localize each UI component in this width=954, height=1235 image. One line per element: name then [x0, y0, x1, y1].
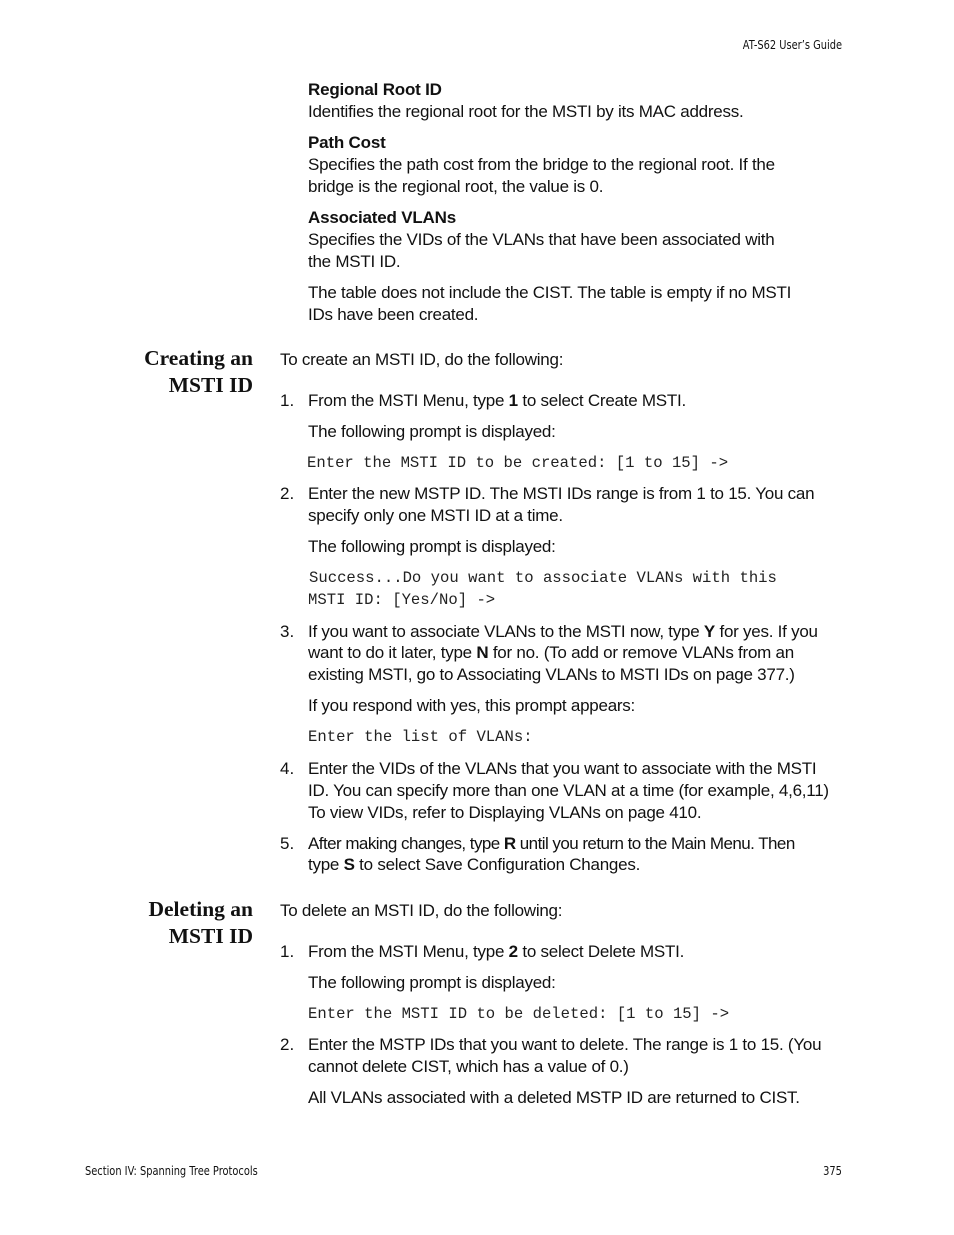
desc-path-cost-line-1: Specifies the path cost from the bridge to the regional root. If the — [308, 155, 775, 174]
creating-step-5-line-1: After making changes, type R until you return to the Main Menu. Then — [308, 834, 795, 853]
step-number: 1. — [280, 391, 295, 410]
creating-step-5-line-2: type S to select Save Configuration Changes. — [308, 855, 641, 874]
prompt-label: The following prompt is displayed: — [308, 973, 556, 992]
prompt-label: The following prompt is displayed: — [308, 537, 556, 556]
prompt-label: If you respond with yes, this prompt appears: — [308, 696, 636, 715]
prompt-label: The following prompt is displayed: — [308, 422, 556, 441]
deleting-step-2-line-1: Enter the MSTP IDs that you want to delete. The range is 1 to 15. (You — [308, 1035, 822, 1054]
creating-intro: To create an MSTI ID, do the following: — [280, 350, 564, 369]
deleting-step-2-line-2: cannot delete CIST, which has a value of 0.) — [308, 1057, 629, 1076]
section-heading-creating-line-2: MSTI ID — [168, 373, 253, 397]
cli-prompt-delete: Enter the MSTI ID to be deleted: [1 to 15] -> — [308, 1005, 730, 1023]
creating-step-3-line-1: If you want to associate VLANs to the MSTI now, type Y for yes. If you — [308, 622, 818, 641]
step-number: 2. — [280, 484, 295, 503]
cli-prompt-vlan-list: Enter the list of VLANs: — [308, 728, 533, 746]
creating-step-4-line-3: To view VIDs, refer to Displaying VLANs on page 410. — [308, 803, 702, 822]
table-note-line-2: IDs have been created. — [308, 305, 479, 324]
running-header: AT-S62 User’s Guide — [742, 38, 842, 52]
creating-step-3-line-2: want to do it later, type N for no. (To add or remove VLANs from an — [308, 643, 794, 662]
section-heading-deleting-line-2: MSTI ID — [168, 924, 253, 948]
creating-step-2-line-1: Enter the new MSTP ID. The MSTI IDs range is from 1 to 15. You can — [308, 484, 815, 503]
creating-step-1: From the MSTI Menu, type 1 to select Create MSTI. — [308, 391, 686, 410]
deleting-note: All VLANs associated with a deleted MSTP ID are returned to CIST. — [308, 1088, 800, 1107]
step-number: 5. — [280, 834, 295, 853]
step-number: 3. — [280, 622, 295, 641]
deleting-step-1: From the MSTI Menu, type 2 to select Delete MSTI. — [308, 942, 685, 961]
table-note-line-1: The table does not include the CIST. The table is empty if no MSTI — [308, 283, 792, 302]
desc-associated-vlans-line-1: Specifies the VIDs of the VLANs that have been associated with — [308, 230, 775, 249]
step-number: 1. — [280, 942, 295, 961]
cli-prompt-associate-line-2: MSTI ID: [Yes/No] -> — [308, 591, 496, 609]
step-number: 4. — [280, 759, 295, 778]
cli-prompt-associate-line-1: Success...Do you want to associate VLANs with this — [309, 569, 777, 587]
term-regional-root-id: Regional Root ID — [308, 80, 442, 99]
section-heading-creating-line-1: Creating an — [144, 346, 253, 370]
creating-step-4-line-1: Enter the VIDs of the VLANs that you want to associate with the MSTI — [308, 759, 817, 778]
creating-step-2-line-2: specify only one MSTI ID at a time. — [308, 506, 563, 525]
footer-section: Section IV: Spanning Tree Protocols — [85, 1164, 258, 1178]
term-associated-vlans: Associated VLANs — [308, 208, 456, 227]
desc-regional-root-id: Identifies the regional root for the MSTI by its MAC address. — [308, 102, 744, 121]
creating-step-4-line-2: ID. You can specify more than one VLAN at a time (for example, 4,6,11) — [308, 781, 829, 800]
deleting-intro: To delete an MSTI ID, do the following: — [280, 901, 563, 920]
term-path-cost: Path Cost — [308, 133, 386, 152]
creating-step-3-line-3: existing MSTI, go to Associating VLANs to MSTI IDs on page 377.) — [308, 665, 795, 684]
desc-associated-vlans-line-2: the MSTI ID. — [308, 252, 401, 271]
section-heading-deleting-line-1: Deleting an — [148, 897, 253, 921]
desc-path-cost-line-2: bridge is the regional root, the value is 0. — [308, 177, 604, 196]
cli-prompt-create: Enter the MSTI ID to be created: [1 to 15] -> — [307, 454, 729, 472]
step-number: 2. — [280, 1035, 295, 1054]
page-number: 375 — [823, 1164, 842, 1178]
